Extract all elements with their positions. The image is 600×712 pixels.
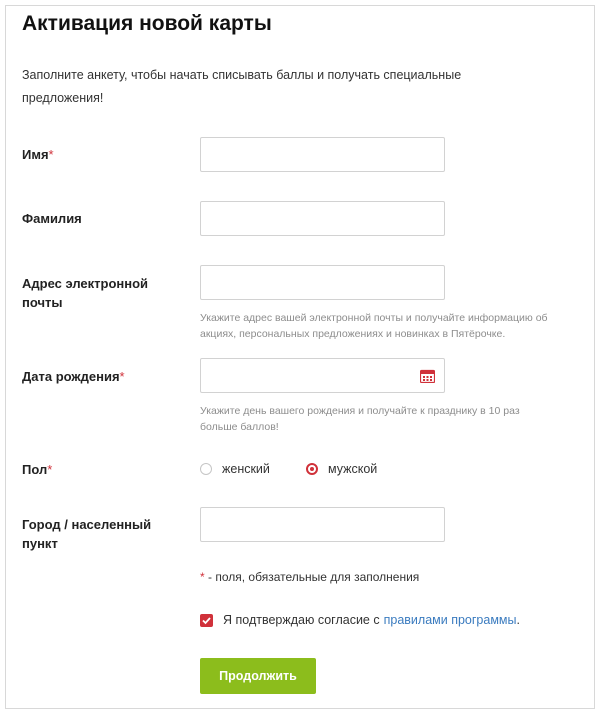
- birthdate-hint: Укажите день вашего рождения и получайте к празднику в 10 раз больше баллов!: [200, 405, 520, 433]
- gender-label: Пол*: [22, 462, 53, 477]
- gender-option-female[interactable]: женский: [200, 462, 270, 476]
- radio-circle-female[interactable]: [200, 463, 212, 475]
- email-label: Адрес электронной почты: [22, 276, 149, 310]
- checkmark-icon: [201, 615, 212, 626]
- last-name-input[interactable]: [200, 201, 445, 236]
- city-label: Город / населенный пункт: [22, 517, 152, 551]
- email-hint: Укажите адрес вашей электронной почты и получайте информацию об акциях, персональных предложениях и новинках в Пятёрочке.: [200, 312, 548, 340]
- radio-circle-male[interactable]: [306, 463, 318, 475]
- city-input[interactable]: [200, 507, 445, 542]
- first-name-input[interactable]: [200, 137, 445, 172]
- last-name-label: Фамилия: [22, 211, 82, 226]
- email-input[interactable]: [200, 265, 445, 300]
- required-mark: *: [119, 369, 125, 384]
- required-fields-note: * - поля, обязательные для заполнения: [200, 570, 420, 584]
- required-mark: *: [47, 462, 53, 477]
- page-title: Активация новой карты: [22, 12, 272, 35]
- consent-checkbox[interactable]: [200, 614, 213, 627]
- gender-option-male[interactable]: мужской: [306, 462, 377, 476]
- required-mark: *: [200, 570, 205, 584]
- continue-button[interactable]: Продолжить: [200, 658, 316, 694]
- intro-text: Заполните анкету, чтобы начать списывать баллы и получать специальные предложения!: [22, 68, 462, 105]
- consent-text: Я подтверждаю согласие с: [223, 613, 380, 627]
- birthdate-label: Дата рождения*: [22, 369, 125, 384]
- consent-checkbox-row[interactable]: Я подтверждаю согласие с правилами программы .: [200, 613, 520, 627]
- first-name-label: Имя*: [22, 147, 54, 162]
- calendar-icon[interactable]: [420, 369, 435, 383]
- birthdate-input[interactable]: [200, 358, 445, 393]
- program-rules-link[interactable]: правилами программы: [383, 613, 517, 627]
- activation-form-panel: [5, 5, 595, 709]
- required-mark: *: [48, 147, 54, 162]
